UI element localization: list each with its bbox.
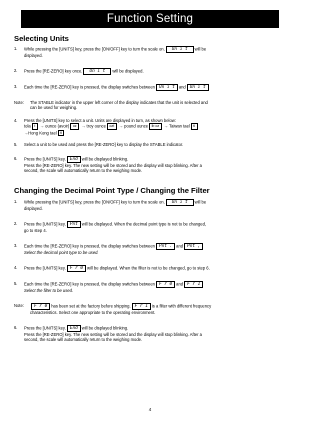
step-text bbox=[24, 156, 262, 174]
step-number: 2. bbox=[14, 221, 18, 226]
page-header bbox=[21, 10, 279, 28]
unit-name: → troy ounce bbox=[81, 123, 106, 129]
step-text-part: Each time the [RE-ZERO] key is pressed, the display switches between bbox=[24, 281, 155, 287]
step-text-part: Press the [RE-ZERO] key once. bbox=[24, 68, 83, 74]
lcd-display-pnt-comma: Pnt , bbox=[184, 243, 203, 250]
unit-symbol-box: ozt bbox=[107, 123, 117, 129]
step-number: 6. bbox=[14, 156, 18, 161]
lcd-display-pnt-dot: Pnt . bbox=[156, 243, 175, 250]
unit-symbol-box: oz bbox=[70, 123, 79, 129]
note-label: Note: bbox=[14, 303, 24, 308]
step-number: 3. bbox=[14, 84, 18, 89]
unit-name: → Taiwan tael bbox=[163, 123, 190, 129]
lcd-display-fr0: F r 0 bbox=[67, 265, 86, 272]
step-text-part: displayed. bbox=[24, 53, 43, 58]
step-number: 1. bbox=[14, 46, 18, 51]
unit-name: → ounce (avoir) bbox=[39, 123, 70, 129]
section-title-decimal-filter: Changing the Decimal Point Type / Changing the Filter bbox=[14, 186, 210, 195]
step-text bbox=[24, 281, 262, 293]
step-text bbox=[24, 68, 262, 75]
note-label: Note: bbox=[14, 100, 24, 105]
unit-name: → pound ounce bbox=[118, 123, 149, 129]
unit-symbol-box: tl bbox=[58, 130, 65, 136]
unit-symbol-box: tl bbox=[191, 123, 198, 129]
step-number: 4. bbox=[14, 118, 18, 123]
note-line: The STABLE indicator in the upper left corner of the display indicates that the unit is selected and bbox=[30, 100, 208, 105]
step-number: 5. bbox=[14, 281, 18, 286]
unit-symbol-box: t bbox=[32, 123, 38, 129]
step-text-part: will be displayed blinking. bbox=[81, 156, 129, 162]
note-line: is a filter with different frequency bbox=[151, 303, 212, 309]
step-text-part: displayed. bbox=[24, 206, 43, 211]
step-text-part: second, the scale will automatically return to the weighing mode. bbox=[24, 168, 143, 174]
step-text-part: will be bbox=[194, 46, 207, 52]
lcd-display-unit: Un i t bbox=[166, 199, 194, 206]
lcd-display-fr1: F r 1 bbox=[184, 281, 203, 288]
lcd-display-unit-a: Un i t bbox=[156, 84, 178, 91]
lcd-display-fr1: F r 1 bbox=[132, 303, 151, 310]
step-text bbox=[24, 84, 262, 91]
page-number: 4 bbox=[148, 407, 152, 412]
step-text-part: While pressing the [UNITS] key, press the [ON/OFF] key to turn the scale on. bbox=[24, 199, 165, 205]
lcd-display-unit-b: Un i t bbox=[187, 84, 209, 91]
step-text-part: Each time the [RE-ZERO] key is pressed, the display switches between bbox=[24, 84, 155, 90]
step-text bbox=[24, 325, 262, 343]
step-text bbox=[24, 46, 262, 58]
lcd-display-end: End bbox=[67, 325, 81, 332]
step-text-part: and bbox=[178, 84, 186, 90]
note-text bbox=[30, 303, 262, 315]
step-number: 6. bbox=[14, 325, 18, 330]
lcd-display-fr0: F r 0 bbox=[31, 303, 50, 310]
step-text bbox=[24, 221, 262, 233]
lcd-display-pnt: Pnt bbox=[67, 221, 81, 228]
unit-name: tola bbox=[24, 123, 31, 129]
header-title: Function Setting bbox=[106, 13, 194, 25]
step-text-part: and bbox=[176, 281, 184, 287]
step-text-part: Each time the [RE-ZERO] key is pressed, the display switches between bbox=[24, 243, 155, 249]
step-text-part: Press the [UNITS] key. bbox=[24, 221, 66, 227]
step-text-part: Press the [UNITS] key. bbox=[24, 156, 66, 162]
step-text bbox=[24, 243, 262, 255]
step-text-part: Select the filter to be used. bbox=[24, 288, 74, 293]
step-number: 4. bbox=[14, 265, 18, 270]
lcd-display-end: End bbox=[67, 156, 81, 163]
lcd-display-unit: Un i t bbox=[166, 46, 194, 53]
step-text-part: Select the decimal point type to be used. bbox=[24, 250, 99, 255]
step-number: 3. bbox=[14, 243, 18, 248]
unit-name: →Hong Kong tael bbox=[24, 130, 57, 136]
step-text bbox=[24, 118, 262, 136]
note-line: can be used for weighing. bbox=[30, 105, 78, 111]
step-text-part: Press the [UNITS] key to select a unit. Units are displayed in turn, as shown below: bbox=[24, 118, 176, 123]
note-line: characteristics. Select one appropriate to the operating environment. bbox=[30, 310, 156, 315]
step-text-part: While pressing the [UNITS] key, press the [ON/OFF] key to turn the scale on. bbox=[24, 46, 165, 52]
unit-symbol-box: lb oz bbox=[149, 123, 162, 129]
section-title-selecting-units: Selecting Units bbox=[14, 34, 69, 43]
step-text-part: will be displayed blinking. bbox=[81, 325, 129, 331]
step-text-part: Press the [UNITS] key. bbox=[24, 265, 66, 271]
step-text-part: Press the [RE-ZERO] key. The new setting will be stored and the display will stop blinking. After a bbox=[24, 163, 202, 168]
step-text-part: will be displayed. When the decimal point type is not to be changed, bbox=[81, 221, 207, 227]
step-text-part: will be bbox=[194, 199, 207, 205]
note-text bbox=[30, 100, 262, 111]
step-text-part: Press the [RE-ZERO] key. The new setting will be stored and the display will stop blinking. After a bbox=[24, 332, 202, 337]
step-text-part: will be displayed. bbox=[112, 68, 144, 74]
step-number: 2. bbox=[14, 68, 18, 73]
lcd-display-fr0: F r 0 bbox=[156, 281, 175, 288]
step-text-part: second, the scale will automatically return to the weighing mode. bbox=[24, 337, 143, 343]
step-number: 1. bbox=[14, 199, 18, 204]
step-text-part: will be displayed. When the filter is not to be changed, go to step 6. bbox=[87, 265, 210, 271]
step-text-part: Press the [UNITS] key. bbox=[24, 325, 66, 331]
lcd-display-unit: Un i t bbox=[83, 68, 111, 75]
note-line: has been set at the factory before shipping. bbox=[51, 303, 131, 309]
step-text-part: go to step 4. bbox=[24, 228, 47, 233]
step-text bbox=[24, 265, 262, 272]
step-text-part: and bbox=[176, 243, 184, 249]
step-text: Select a unit to be used and press the [RE-ZERO] key to display the STABLE indicator. bbox=[24, 142, 184, 147]
step-text bbox=[24, 199, 262, 211]
step-number: 5. bbox=[14, 142, 18, 147]
